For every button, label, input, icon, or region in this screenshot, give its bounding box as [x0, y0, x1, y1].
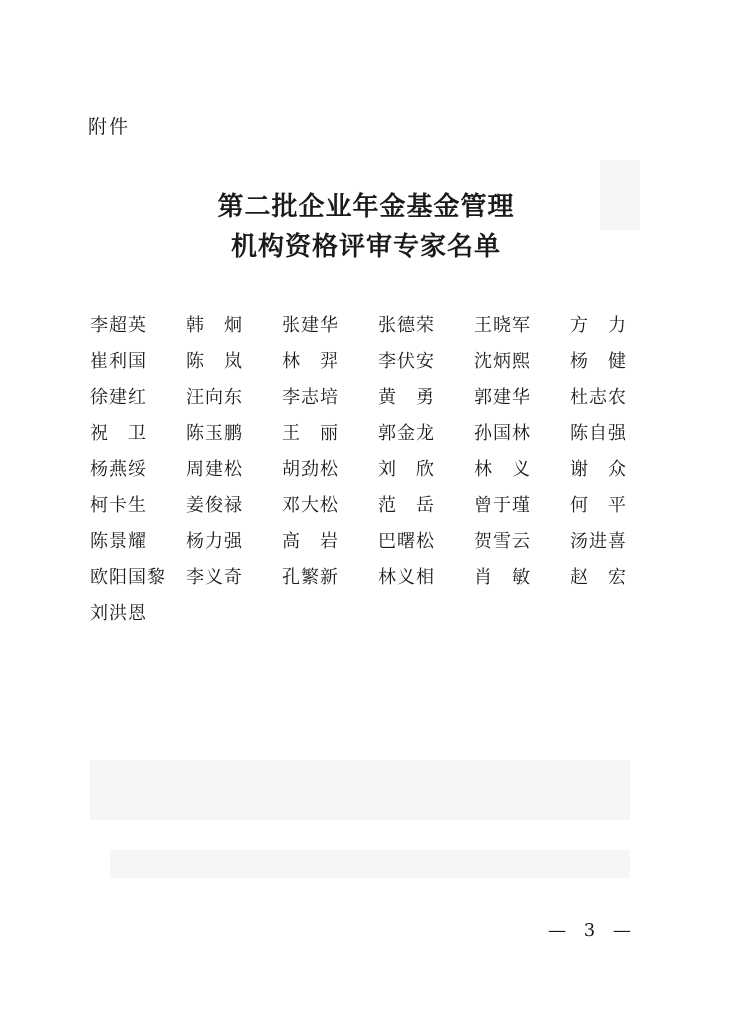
expert-name: 高 岩 — [282, 531, 339, 552]
expert-name: 祝 卫 — [90, 423, 147, 444]
expert-name: 孔繁新 — [282, 567, 339, 588]
expert-name: 陈 岚 — [186, 351, 243, 372]
expert-name: 王 丽 — [282, 423, 339, 444]
document-title-line2: 机构资格评审专家名单 — [230, 232, 501, 262]
expert-name: 杨 健 — [570, 351, 627, 372]
expert-name: 陈景耀 — [90, 531, 147, 552]
expert-name: 刘 欣 — [378, 459, 435, 480]
expert-name-list — [90, 308, 650, 632]
expert-name: 谢 众 — [570, 459, 627, 480]
expert-name: 杜志农 — [570, 387, 627, 408]
expert-name: 赵 宏 — [570, 567, 627, 588]
expert-name: 汤进喜 — [570, 531, 627, 552]
expert-name: 杨燕绥 — [90, 459, 147, 480]
expert-name: 贺雪云 — [474, 531, 531, 552]
expert-name: 崔利国 — [90, 351, 147, 372]
document-title-line1: 第二批企业年金基金管理 — [217, 192, 515, 222]
expert-name: 李志培 — [282, 387, 339, 408]
expert-name: 陈玉鹏 — [186, 423, 243, 444]
expert-name: 姜俊禄 — [186, 495, 243, 516]
expert-name: 李超英 — [90, 315, 147, 336]
expert-name: 邓大松 — [282, 495, 339, 516]
bleed-through-mark — [90, 760, 630, 820]
expert-name: 欧阳国黎 — [90, 567, 166, 588]
expert-name: 王晓军 — [474, 315, 531, 336]
page-number: — 3 — — [548, 920, 637, 941]
expert-name: 何 平 — [570, 495, 627, 516]
bleed-through-mark — [110, 850, 630, 878]
expert-name: 张德荣 — [378, 315, 435, 336]
expert-name: 徐建红 — [90, 387, 147, 408]
expert-name: 陈自强 — [570, 423, 627, 444]
expert-name: 肖 敏 — [474, 567, 531, 588]
expert-name: 李义奇 — [186, 567, 243, 588]
expert-name: 刘洪恩 — [90, 603, 147, 624]
expert-name: 杨力强 — [186, 531, 243, 552]
expert-name: 郭金龙 — [378, 423, 435, 444]
expert-name: 韩 炯 — [186, 315, 243, 336]
expert-name: 周建松 — [186, 459, 243, 480]
expert-name: 沈炳熙 — [474, 351, 531, 372]
expert-name: 方 力 — [570, 315, 627, 336]
expert-name: 曾于瑾 — [474, 495, 531, 516]
expert-name: 林 义 — [474, 459, 531, 480]
attachment-label: 附件 — [88, 116, 131, 138]
expert-name: 林义相 — [378, 567, 435, 588]
expert-name: 林 羿 — [282, 351, 339, 372]
expert-name: 范 岳 — [378, 495, 435, 516]
expert-name: 李伏安 — [378, 351, 435, 372]
expert-name: 巴曙松 — [378, 531, 435, 552]
expert-name: 柯卡生 — [90, 495, 147, 516]
expert-name: 胡劲松 — [282, 459, 339, 480]
expert-name: 汪向东 — [186, 387, 243, 408]
expert-name: 黄 勇 — [378, 387, 435, 408]
expert-name: 孙国林 — [474, 423, 531, 444]
expert-name: 郭建华 — [474, 387, 531, 408]
expert-name: 张建华 — [282, 315, 339, 336]
